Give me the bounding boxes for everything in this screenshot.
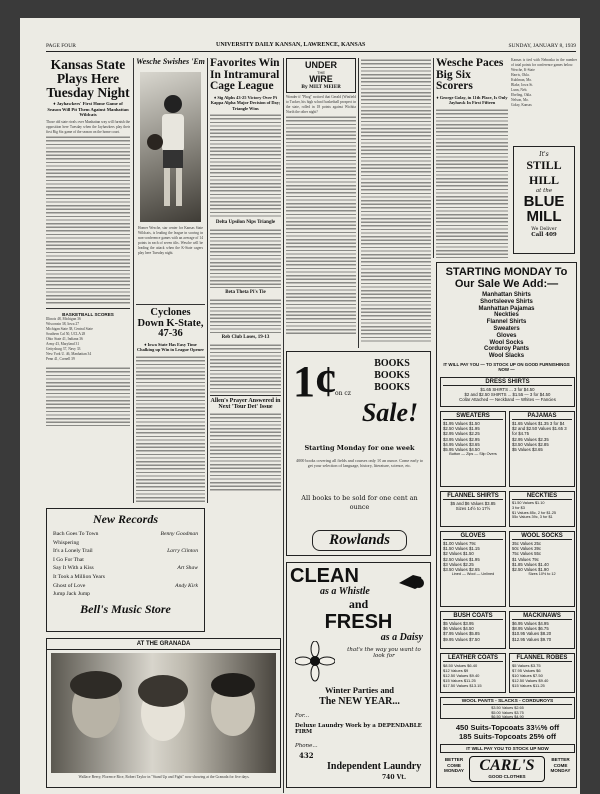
carls-logo: [469, 756, 545, 782]
ad-independent-laundry: [286, 562, 431, 788]
carls-corner-left: BETTER COME MONDAY: [444, 757, 464, 774]
price-line: $5 Values $3.75: [512, 663, 541, 668]
basketball-scores-list: [46, 317, 130, 362]
bush-coats-box: [440, 611, 506, 649]
records-list: [53, 530, 198, 599]
story-wesche-paces: [436, 58, 508, 258]
neckties-box: [509, 491, 575, 527]
sale-item: Shortsleeve Shirts: [480, 298, 533, 305]
scorer-row: Wesche, K-State: [511, 68, 535, 72]
record-title: Ghost of Love: [53, 582, 86, 589]
record-title: Bach Goes To Town: [53, 531, 99, 537]
headline-allens-prayer: Allen's Prayer Answered in Next 'Tour Det' Issue: [210, 398, 281, 411]
gloves-prices: [443, 541, 503, 572]
price-line: $10.95 Values $8.20: [512, 631, 552, 637]
sale-item: Gloves: [496, 332, 517, 339]
headline-kansas-state: Kansas State Plays Here Tuesday Night: [46, 58, 130, 100]
column-rule: [433, 58, 434, 258]
for-label: For...: [295, 713, 310, 719]
headline-favorites-win: Favorites Win In Intramural Cage League: [210, 58, 280, 93]
price-line: $2.50 Values $1.95: [443, 556, 480, 562]
price-line: $7.95 Values $5.85: [443, 631, 480, 637]
price-line: Collar Attached — Neckband — Whites — Fancies: [459, 397, 556, 403]
column-under-the-wire: [286, 58, 356, 348]
new-year: The NEW YEAR...: [319, 696, 400, 707]
deck-kansas-state: ♦ Jayhawkers' First Home Game of Season Will Pit Them Against Manhattan Wildcats: [47, 101, 129, 118]
story-kansas-state: [46, 58, 130, 503]
price-line: $2.95 Values $2.35: [512, 436, 549, 442]
score-row: Army 43, Maryland 31: [46, 341, 80, 346]
flannel-shirts-box: [440, 491, 506, 527]
price-line: 50c Values 39c: [512, 546, 542, 552]
price-line: $1.65 SHIRTS ... 3 for $4.50: [480, 387, 535, 392]
carls-pays: IT WILL PAY YOU — TO STOCK UP ON GOOD FURNISHINGS NOW —: [443, 361, 570, 372]
score-row: Michigan State 38, Central State: [46, 326, 93, 331]
price-line: $3.95 Values $2.95: [443, 436, 480, 442]
price-line: $7.95 Values $6: [512, 668, 541, 673]
scoring-caption: Kansas is tied with Nebraska in the number of total points for conference games below.: [511, 58, 577, 67]
body-text-intramural-3: [210, 298, 281, 333]
winter-parties: Winter Parties and: [324, 685, 395, 695]
price-line: $9.95 Values $7.50: [443, 636, 480, 642]
wool-pants-box: [440, 697, 575, 719]
scorer-row: Harris, Okla.: [511, 73, 530, 77]
story-intramural: [210, 58, 281, 503]
clean-word: CLEAN: [290, 565, 359, 587]
leather-coats-title: LEATHER COATS: [443, 655, 503, 662]
price-line: $12.95 Values $9.70: [512, 636, 552, 642]
scorer-row: Lunn, Neb.: [511, 88, 528, 92]
page-number: PAGE FOUR: [46, 43, 76, 49]
scoring-column: [511, 58, 577, 258]
scorer-row: Ebeling, Okla.: [511, 93, 532, 97]
dress-shirts-title: DRESS SHIRTS: [443, 379, 572, 386]
price-line: $12.50 Values $9.40: [443, 673, 480, 678]
column-lead: Wonder if "Phog" noticed that Gerald (Winfield to Tucker, his high school basketball prospect in the state, rolled in 18 points against Wichita North the other night?: [286, 95, 356, 114]
one-cent-price: 1¢: [293, 357, 337, 406]
body-text-cyclones: [136, 355, 205, 503]
record-artist: Benny Goodman: [160, 531, 198, 537]
sweaters-box: [440, 411, 506, 487]
record-row: [53, 530, 198, 539]
pajamas-title: PAJAMAS: [512, 413, 572, 420]
sale-item: Sweaters: [493, 325, 520, 332]
books-heading: BOOKS BOOKS BOOKS: [374, 358, 410, 393]
price-line: $2 and $2.50 SHIRTS ... $1.55 — 3 for $4.50: [464, 392, 551, 398]
price-line: $2 Values $1.50: [443, 551, 474, 557]
price-line: $5 Values $3.95: [443, 621, 474, 626]
photo-stand-up-and-fight: [51, 653, 276, 773]
record-title: Jump Jack Jump: [53, 591, 90, 598]
wool-socks-title: WOOL SOCKS: [512, 533, 572, 540]
record-artist: Art Shaw: [177, 565, 198, 572]
subhead-delta-upsilon: Delta Upsilon Nips Triangle: [215, 220, 276, 225]
gloves-note: Lined — Wool — Unlined: [451, 572, 495, 577]
ad-carls-clothes: [436, 262, 577, 788]
column-rule: [358, 58, 359, 348]
pajamas-box: [509, 411, 575, 487]
laundry-service: Deluxe Laundry Work by a DEPENDABLE FIRM: [295, 723, 422, 735]
record-title: It's a Lonely Trail: [53, 548, 93, 555]
carls-corner-right: BETTER COME MONDAY: [550, 757, 571, 774]
and-word: and: [348, 597, 369, 611]
wool-pants-prices: [443, 706, 572, 720]
price-line: $2.95 Values $2.25: [443, 431, 480, 437]
scorer-row: Nelson, Mo.: [511, 98, 529, 102]
nameplate-the: THE: [317, 70, 325, 75]
basketball-player-icon: [140, 72, 201, 222]
sale-item: Wool Socks: [489, 339, 524, 346]
price-line: Sizes 14½ to 17½: [455, 506, 491, 512]
price-line: $1.50 Values $1.10: [512, 501, 545, 505]
blue-mill-hill: HILL: [528, 173, 559, 187]
body-text-kansas-state: [46, 135, 130, 305]
price-line: $12 Values $9: [443, 668, 469, 673]
photo-homer-wesche: [140, 72, 201, 222]
price-line: $3.50 Values $2.65: [443, 567, 480, 573]
score-row: Illinois 48, Michigan 36: [46, 316, 81, 321]
sale-banner: Sale!: [361, 398, 419, 427]
price-line: $5 Values $3.65: [512, 447, 543, 453]
suits-quarter-off: 185 Suits-Topcoats 25% off: [459, 732, 556, 741]
wool-socks-prices: [512, 541, 572, 572]
bells-music-store-logo: Bell's Music Store: [80, 601, 171, 616]
blue-mill-still: STILL: [526, 158, 562, 172]
divider: [210, 395, 281, 396]
price-line: $1.65 Values $1.35 3 for $4: [512, 421, 565, 426]
price-line: $2 and $2.50 Values $1.65 3 for $4.75: [512, 426, 567, 437]
record-title: Whispering: [53, 539, 80, 546]
blue-mill-deliver: We Deliver: [531, 227, 557, 232]
nameplate-under: UNDER: [304, 60, 337, 70]
independent-laundry-name: Independent Laundry: [327, 761, 422, 772]
granada-title: AT THE GRANADA: [47, 639, 280, 650]
record-title: Say It With a Kiss: [53, 565, 94, 572]
gloves-box: [440, 531, 506, 607]
score-row: New York U. 46, Manhattan 34: [46, 351, 92, 356]
mackinaws-title: MACKINAWS: [512, 613, 572, 620]
flannel-robes-prices: [512, 663, 572, 688]
rowlands-logo: Rowlands: [312, 530, 407, 551]
mackinaws-box: [509, 611, 575, 649]
neckties-title: NECKTIES: [512, 493, 572, 500]
gloves-title: GLOVES: [443, 533, 503, 540]
score-row: Southern Cal 50, UCLA 28: [46, 331, 86, 336]
whistle-icon: [395, 569, 427, 591]
column-nameplate: [286, 58, 356, 93]
column-byline: By MILT MEIER: [301, 85, 341, 90]
wool-socks-box: [509, 531, 575, 607]
ad-books-sale: [286, 351, 431, 556]
price-line: $5.00 Values $3.75: [491, 710, 524, 715]
price-line: 35c Values 25c: [512, 541, 542, 546]
deck-favorites-win: ♦ Sig Alphs 43-25 Victory Over Pi Kappa Alpha Major Decision of Day; Triangle Wins: [210, 95, 281, 111]
price-line: 75c Values 55c: [512, 551, 542, 557]
blue-mill-mill: MILL: [526, 208, 562, 225]
record-title: I Go For That: [53, 556, 84, 563]
price-line: $4.95 Values $3.65: [443, 441, 480, 447]
price-line: $1.85 Values $1.40: [512, 561, 549, 567]
body-text-intramural: [210, 113, 281, 218]
divider: [46, 308, 130, 309]
scorer-row: Golay, Kansas: [511, 103, 532, 107]
subhead-reb-club: Reb Club Loses, 19-13: [221, 335, 270, 340]
pajamas-prices: [512, 421, 572, 452]
sweaters-prices: [443, 421, 503, 452]
record-row: [53, 556, 198, 565]
books-promo: All books to be sold for one cent an ounce: [301, 494, 418, 511]
headline-cyclones: Cyclones Down K-State, 47-36: [137, 307, 204, 340]
price-line: $6.95 Values $4.95: [512, 621, 549, 626]
wool-socks-note: Sizes 10½ to 12: [528, 572, 556, 577]
bush-coats-prices: [443, 621, 503, 642]
record-row: [53, 539, 198, 548]
basketball-scores-title: BASKETBALL SCORES: [62, 311, 114, 317]
sale-item: Manhattan Shirts: [482, 292, 531, 298]
carls-store-sub: GOOD CLOTHES: [488, 774, 526, 779]
sale-item: Manhattan Pajamas: [478, 305, 535, 312]
scorer-row: Blake, Iowa St.: [511, 83, 534, 87]
body-text-intramural-4: [210, 343, 281, 393]
blue-mill-atthe: at the: [535, 188, 553, 194]
suits-sale: [440, 723, 575, 741]
phone-label: Phone...: [295, 743, 318, 749]
laundry-address: 740 Vt.: [382, 774, 407, 781]
story-wesche-photo: [136, 58, 205, 503]
price-line: $1 Values 85c, 2 for $1.25: [512, 510, 557, 515]
body-text-under-wire-cont: [361, 58, 431, 344]
paper-name: UNIVERSITY DAILY KANSAN, LAWRENCE, KANSAS: [216, 42, 366, 48]
suits-third-off: 450 Suits-Topcoats 33⅓% off: [455, 723, 560, 732]
wool-pants-title: WOOL PANTS - SLACKS - CORDUROYS: [443, 699, 572, 705]
deck-wesche-paces: ♦ George Golay, in 11th Place, Is Only Jayhawk In First Fifteen: [436, 95, 508, 106]
scoring-table: [511, 68, 577, 108]
price-line: $1.95 Values $1.50: [443, 421, 480, 426]
price-line: 3 for $3: [512, 505, 525, 510]
sale-item: Wool Slacks: [488, 353, 525, 360]
dress-shirts-box: [440, 377, 575, 407]
flannel-robes-title: FLANNEL ROBES: [512, 655, 572, 662]
starting-monday: Starting Monday for one week: [304, 444, 415, 452]
running-header: [46, 42, 576, 52]
sweaters-title: SWEATERS: [443, 413, 503, 420]
issue-date: SUNDAY, JANUARY 8, 1939: [508, 43, 576, 49]
per-ounce-label: on cz: [335, 390, 351, 397]
phone-number: 432: [299, 751, 314, 760]
column-rule: [207, 58, 208, 503]
price-line: $5 and $6 Values $3.85: [450, 501, 496, 506]
sweaters-note: Button — Zips — Slip Overs: [449, 452, 497, 457]
price-line: $8.95 Values $6.75: [512, 626, 549, 632]
bush-coats-title: BUSH COATS: [443, 613, 503, 620]
price-line: $6 Values $4.50: [443, 626, 474, 632]
subhead-beta-theta: Beta Theta Pi's Tie: [225, 290, 266, 295]
price-line: $5.95 Values $4.50: [443, 447, 480, 453]
price-line: 55c Values 39c, 3 for $1: [512, 515, 553, 520]
dress-shirts-prices: [443, 387, 572, 403]
record-row: [53, 573, 198, 582]
score-row: Gettysburg 37, Navy 33: [46, 346, 81, 351]
price-line: $3 Values $2.25: [443, 561, 474, 567]
price-line: $1 Values 79c: [512, 556, 539, 562]
as-a-whistle: as a Whistle: [320, 586, 370, 597]
price-line: $10 Values $7.50: [512, 673, 543, 678]
flannel-shirts-title: FLANNEL SHIRTS: [443, 493, 503, 500]
body-text-under-wire: [286, 115, 356, 335]
price-line: $12.50 Values $9.40: [512, 678, 549, 683]
score-row: Penn 41, Cornell 39: [46, 356, 75, 361]
headline-wesche-swishes: Wesche Swishes 'Em: [136, 58, 205, 66]
leather-coats-prices: [443, 663, 503, 688]
column-rule: [133, 58, 134, 503]
fresh-word: FRESH: [324, 611, 393, 633]
scorer-row: Kuhlman, Mo.: [511, 78, 533, 82]
newspaper-page: [20, 18, 580, 794]
carls-pays-banner: IT WILL PAY YOU TO STOCK UP NOW: [440, 744, 575, 753]
price-line: $1.00 Values 79c: [443, 541, 476, 546]
blue-mill-call: Call 409: [531, 232, 557, 238]
price-line: $2.50 Values $1.95: [443, 426, 480, 432]
flannel-robes-box: [509, 653, 575, 693]
granada-caption: Wallace Beery, Florence Rice, Robert Taylor in "Stand Up and Fight" now showing at the Granada for five days.: [78, 775, 250, 779]
sale-item: Flannel Shirts: [486, 319, 527, 326]
record-row: [53, 582, 198, 591]
price-line: $1.50 Values $1.15: [443, 546, 480, 552]
laundry-tagline: that's the way you want to look for: [347, 647, 421, 659]
books-detail: 4000 books covering all fields and courses only 1¢ an ounce. Come early to get your selection of language, history, literature, science, etc.: [296, 458, 423, 468]
carls-store-name: CARL'S: [479, 757, 535, 774]
leather-coats-box: [440, 653, 506, 693]
carls-title: STARTING MONDAY To Our Sale We Add:—: [445, 266, 568, 290]
body-text-kansas-state-cont: [46, 366, 130, 426]
ad-granada: [46, 638, 281, 788]
blue-mill-blue: BLUE: [523, 193, 565, 210]
record-row: [53, 590, 198, 599]
ad-new-records: [46, 508, 205, 632]
caption-homer-wesche: Homer Wesche, star center for Kansas State Wildcats, is leading the league in scoring in non-conference games with an average of 14 points in each of seven tilts. Wesche will be leading the attack when the K-State cagers play here Tuesday night.: [138, 226, 203, 255]
price-line: $2.50 Values $1.90: [512, 567, 549, 573]
body-text-intramural-2: [210, 228, 281, 288]
price-line: $17.50 Values $13.15: [443, 683, 482, 688]
record-row: [53, 547, 198, 556]
sale-item: Corduroy Pants: [483, 346, 529, 353]
body-text-allens-prayer: [210, 412, 281, 492]
record-artist: Larry Clinton: [167, 548, 198, 555]
lead-kansas-state: Those old state rivals over Manhattan way will furnish the opposition here Tuesday when the Jayhawkers play their first Big Six game of the season on the home court.: [46, 119, 130, 134]
body-text-wesche-paces: [436, 108, 508, 258]
as-a-daisy: as a Daisy: [380, 632, 423, 643]
price-line: $8.50 Values $6.40: [443, 663, 478, 668]
carls-items: [440, 292, 573, 360]
column-rule: [283, 58, 284, 793]
sale-item: Neckties: [494, 312, 519, 319]
deck-cyclones: ♦ Iowa State Has Easy Time Chalking up Win in League Opener: [136, 342, 205, 353]
price-line: $6.50 Values $4.90: [491, 715, 524, 720]
mackinaws-prices: [512, 621, 572, 642]
divider: [136, 304, 205, 305]
records-title: New Records: [93, 512, 158, 526]
column-under-the-wire-cont: [361, 58, 431, 348]
price-line: $15 Values $11.25: [443, 678, 476, 683]
record-artist: Andy Kirk: [175, 582, 198, 589]
flannel-shirts-prices: [443, 501, 503, 511]
nameplate-wire: WIRE: [309, 74, 333, 84]
movie-stills-icon: [51, 653, 276, 773]
headline-wesche-paces: Wesche Paces Big Six Scorers: [436, 58, 504, 93]
price-line: $15 Values $11.25: [512, 683, 545, 688]
record-title: It Took a Million Years: [53, 573, 105, 580]
price-line: $3.50 Values $2.65: [491, 706, 524, 710]
record-row: [53, 564, 198, 573]
score-row: Ohio State 41, Indiana 36: [46, 336, 83, 341]
price-line: $3.50 Values $2.85: [512, 441, 549, 447]
ad-blue-mill: [513, 146, 575, 254]
blue-mill-its: It's: [539, 151, 549, 158]
daisy-icon: [295, 641, 335, 685]
neckties-prices: [512, 501, 572, 520]
score-row: Wisconsin 38, Iowa 27: [46, 321, 79, 326]
